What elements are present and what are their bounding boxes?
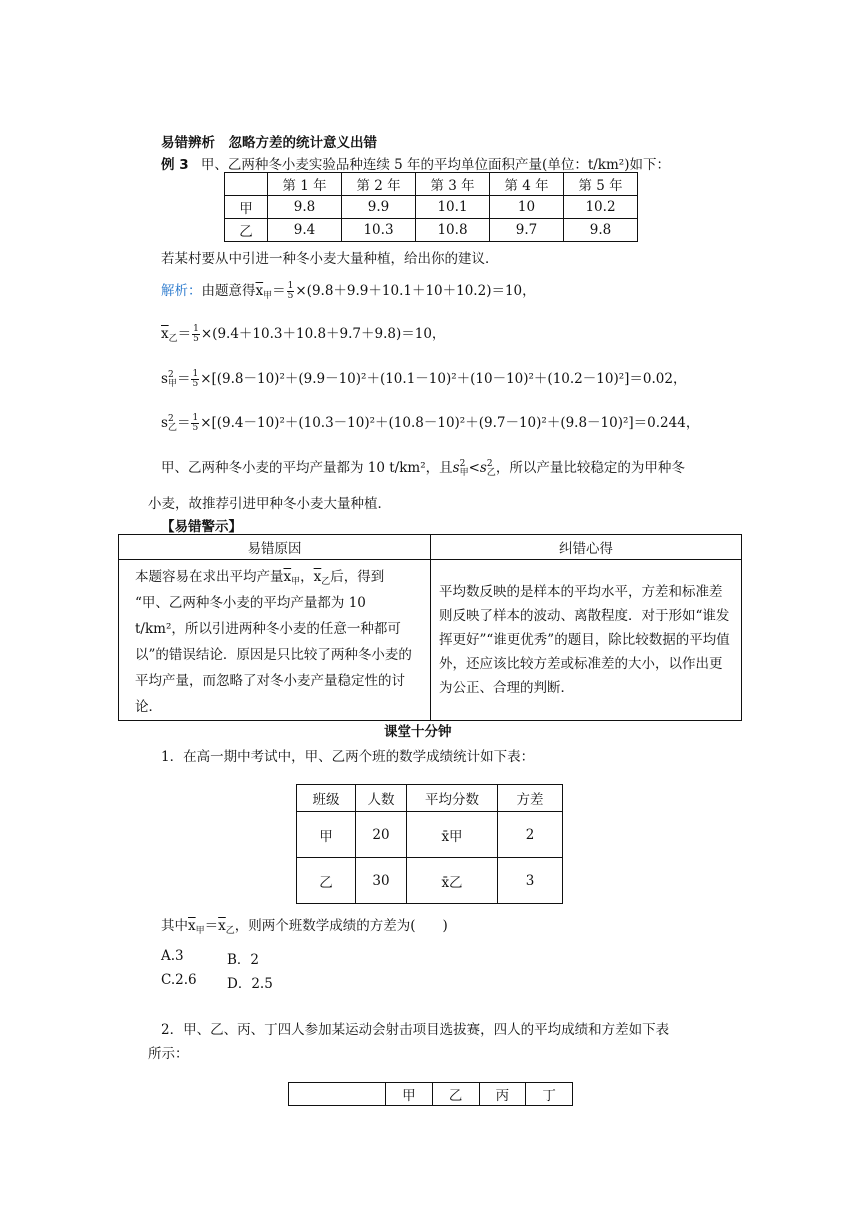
table-cell: 第 1 年 [268, 173, 342, 196]
solution-expr: ×(9.8＋9.9＋10.1＋10＋10.2)＝10， [295, 283, 536, 299]
subscript: 甲 [263, 291, 273, 301]
mean-symbol: $\overline{x}$ [161, 326, 169, 342]
table-cell: 乙 [432, 1083, 479, 1106]
warning-col1-cell: 本题容易在求出平均产量$\overline{x}_甲$，$\overline{x}_乙$后，得到 “甲、乙两种冬小麦的平均产量都为 10 t/km²，所以引进两种冬小麦的任意一种都可以”的错误结论．原因是只比较了两种冬小麦的平均产量，而忽略了对冬小麦产量稳定性的讨论． [119, 560, 431, 721]
fraction-numerator: 1 [193, 324, 199, 334]
table-cell: 10.1 [416, 196, 490, 219]
conclusion-text: 甲、乙两种冬小麦的平均产量都为 10 t/km²，且 [161, 460, 453, 476]
sup-sub: 2 甲 [459, 458, 469, 478]
table-cell: 30 [356, 858, 407, 904]
table-cell: 9.9 [342, 196, 416, 219]
solution-conclusion-1: 甲、乙两种冬小麦的平均产量都为 10 t/km²，且s 2 甲 <s 2 乙 ，所以产量比较稳定的为甲种冬 [161, 458, 685, 478]
mean-symbol: $\overline{x}$ [255, 283, 264, 299]
q2-text-line1: 2．甲、乙、丙、丁四人参加某运动会射击项目选拔赛，四人的平均成绩和方差如下表 [161, 1022, 670, 1038]
q1-stem: 其中$\overline{x}_甲=\overline{x}_乙$，则两个班数学成绩的方差为( ) [161, 918, 448, 936]
fraction [191, 370, 199, 389]
table-cell: 9.4 [268, 219, 342, 242]
q2-table [288, 1082, 573, 1106]
table-row [225, 196, 638, 219]
solution-label: 解析： [161, 283, 202, 299]
solution-line-1: 解析：由题意得$\overline{x}_甲=$ $\frac{1}{5}$ ×(9.8＋9.9＋10.1＋10＋10.2)＝10， [161, 281, 536, 301]
table-cell: 10.2 [564, 196, 638, 219]
table-cell: 9.7 [490, 219, 564, 242]
fraction [192, 325, 200, 344]
q2-table-header [289, 1083, 573, 1106]
table-cell: 第 4 年 [490, 173, 564, 196]
q1-option-a[interactable]: A.3 [161, 948, 184, 964]
table-cell: 甲 [297, 812, 356, 858]
fraction [287, 282, 295, 301]
subscript: 乙 [321, 577, 331, 587]
table-row [297, 858, 563, 904]
variance-symbol: s [161, 371, 168, 387]
class-title: 课堂十分钟 [384, 724, 452, 740]
table-cell: 甲 [225, 196, 268, 219]
warning-text: “甲、乙两种冬小麦的平均产量都为 10 t/km²，所以引进两种冬小麦的任意一种都可以”的错误结论．原因是只比较了两种冬小麦的平均产量，而忽略了对冬小麦产量稳定性的讨论． [135, 595, 412, 715]
fraction [191, 414, 199, 433]
table-row [297, 812, 563, 858]
solution-conclusion-2: 小麦，故推荐引进甲种冬小麦大量种植． [148, 496, 391, 512]
example-intro-text: 甲、乙两种冬小麦实验品种连续 5 年的平均单位面积产量(单位：t/km²)如下： [200, 157, 670, 173]
q1-stem-text: 其中 [161, 918, 188, 934]
table-cell: x̄乙 [407, 858, 498, 904]
table-cell: 10 [490, 196, 564, 219]
q1-option-d[interactable]: D．2.5 [227, 976, 273, 992]
table-cell [289, 1083, 386, 1106]
q1-table [296, 784, 563, 904]
fraction-denominator: 5 [193, 334, 199, 344]
q1-option-b[interactable]: B．2 [227, 952, 260, 968]
sup-sub: 2 乙 [486, 458, 496, 478]
table-cell: 人数 [356, 785, 407, 812]
table-cell [225, 173, 268, 196]
solution-line-4: s 2 乙 ＝ $\frac{1}{5}$ ×[(9.4－10)²＋(10.3－10)²＋(10.8－10)²＋(9.7－10)²＋(9.8－10)²]＝0.244， [161, 413, 700, 433]
section-title: 易错辨析 忽略方差的统计意义出错 [161, 135, 377, 151]
table-cell: 20 [356, 812, 407, 858]
q1-option-c[interactable]: C.2.6 [161, 972, 197, 988]
table-cell: 班级 [297, 785, 356, 812]
subscript: 甲 [195, 926, 205, 936]
fraction-numerator: 1 [192, 413, 199, 423]
solution-expr: ×[(9.8－10)²＋(9.9－10)²＋(10.1－10)²＋(10－10)²＋(10.2－10)²]＝0.02， [200, 371, 687, 387]
table-cell: 平均分数 [407, 785, 498, 812]
conclusion-text: ，所以产量比较稳定的为甲种冬 [495, 460, 685, 476]
sup-sub: 2 甲 [167, 369, 177, 389]
subscript: 乙 [167, 422, 177, 433]
q2-text-line2: 所示： [148, 1046, 189, 1062]
fraction-denominator: 5 [287, 291, 294, 301]
table-cell: 第 5 年 [564, 173, 638, 196]
yield-table [224, 172, 638, 242]
table-cell: 3 [498, 858, 563, 904]
table-cell: 9.8 [564, 219, 638, 242]
solution-line-3: s 2 甲 ＝ $\frac{1}{5}$ ×[(9.8－10)²＋(9.9－10)²＋(10.1－10)²＋(10－10)²＋(10.2－10)²]＝0.02， [161, 369, 687, 389]
sup-sub: 2 乙 [167, 413, 177, 433]
example-question: 若某村要从中引进一种冬小麦大量种植，给出你的建议． [161, 251, 499, 267]
q1-table-header [297, 785, 563, 812]
table-cell: 乙 [297, 858, 356, 904]
subscript: 乙 [486, 467, 496, 478]
subscript: 甲 [167, 378, 177, 389]
subscript: 乙 [225, 926, 235, 936]
warning-col2-header: 纠错心得 [431, 535, 742, 560]
warning-table [118, 534, 742, 721]
warning-text: 后，得到 [330, 569, 385, 585]
subscript: 甲 [459, 467, 469, 478]
table-cell: 2 [498, 812, 563, 858]
warning-title: 【易错警示】 [161, 519, 242, 535]
warning-table-header [119, 535, 742, 560]
table-cell: 第 3 年 [416, 173, 490, 196]
example-label: 例 3 [161, 157, 189, 173]
subscript: 甲 [291, 577, 301, 587]
q1-text: 1．在高一期中考试中，甲、乙两个班的数学成绩统计如下表： [161, 749, 535, 765]
fraction-denominator: 5 [192, 379, 199, 389]
warning-text: 本题容易在求出平均产量 [135, 569, 284, 585]
solution-line-2: $\overline{x}_乙=$ $\frac{1}{5}$ ×(9.4＋10.3＋10.8＋9.7＋9.8)＝10， [161, 324, 446, 344]
fraction-numerator: 1 [192, 369, 199, 379]
table-row [225, 219, 638, 242]
table-cell: 第 2 年 [342, 173, 416, 196]
warning-col1-header: 易错原因 [119, 535, 431, 560]
table-cell: 丁 [526, 1083, 573, 1106]
example-intro [161, 153, 670, 173]
warning-col2-cell: 平均数反映的是样本的平均水平，方差和标准差则反映了样本的波动、离散程度．对于形如“谁发挥更好”“谁更优秀”的题目，除比较数据的平均值外，还应该比较方差或标准差的大小，以作出更为公正、合理的判断． [431, 560, 742, 721]
table-cell: 乙 [225, 219, 268, 242]
q1-stem-text: ，则两个班数学成绩的方差为( ) [234, 918, 448, 934]
table-cell: 10.8 [416, 219, 490, 242]
solution-prefix: 由题意得 [201, 283, 256, 299]
table-cell: x̄甲 [407, 812, 498, 858]
table-cell: 丙 [479, 1083, 526, 1106]
table-cell: 10.3 [342, 219, 416, 242]
table-cell: 方差 [498, 785, 563, 812]
table-cell: 9.8 [268, 196, 342, 219]
yield-table-header [225, 173, 638, 196]
subscript: 乙 [168, 334, 178, 344]
fraction-numerator: 1 [287, 281, 294, 291]
fraction-denominator: 5 [192, 423, 199, 433]
solution-expr: ×[(9.4－10)²＋(10.3－10)²＋(10.8－10)²＋(9.7－10)²＋(9.8－10)²]＝0.244， [200, 415, 700, 431]
table-cell: 甲 [386, 1083, 433, 1106]
solution-expr: ×(9.4＋10.3＋10.8＋9.7＋9.8)＝10， [200, 326, 446, 342]
warning-table-row [119, 560, 742, 721]
variance-symbol: s [161, 415, 168, 431]
